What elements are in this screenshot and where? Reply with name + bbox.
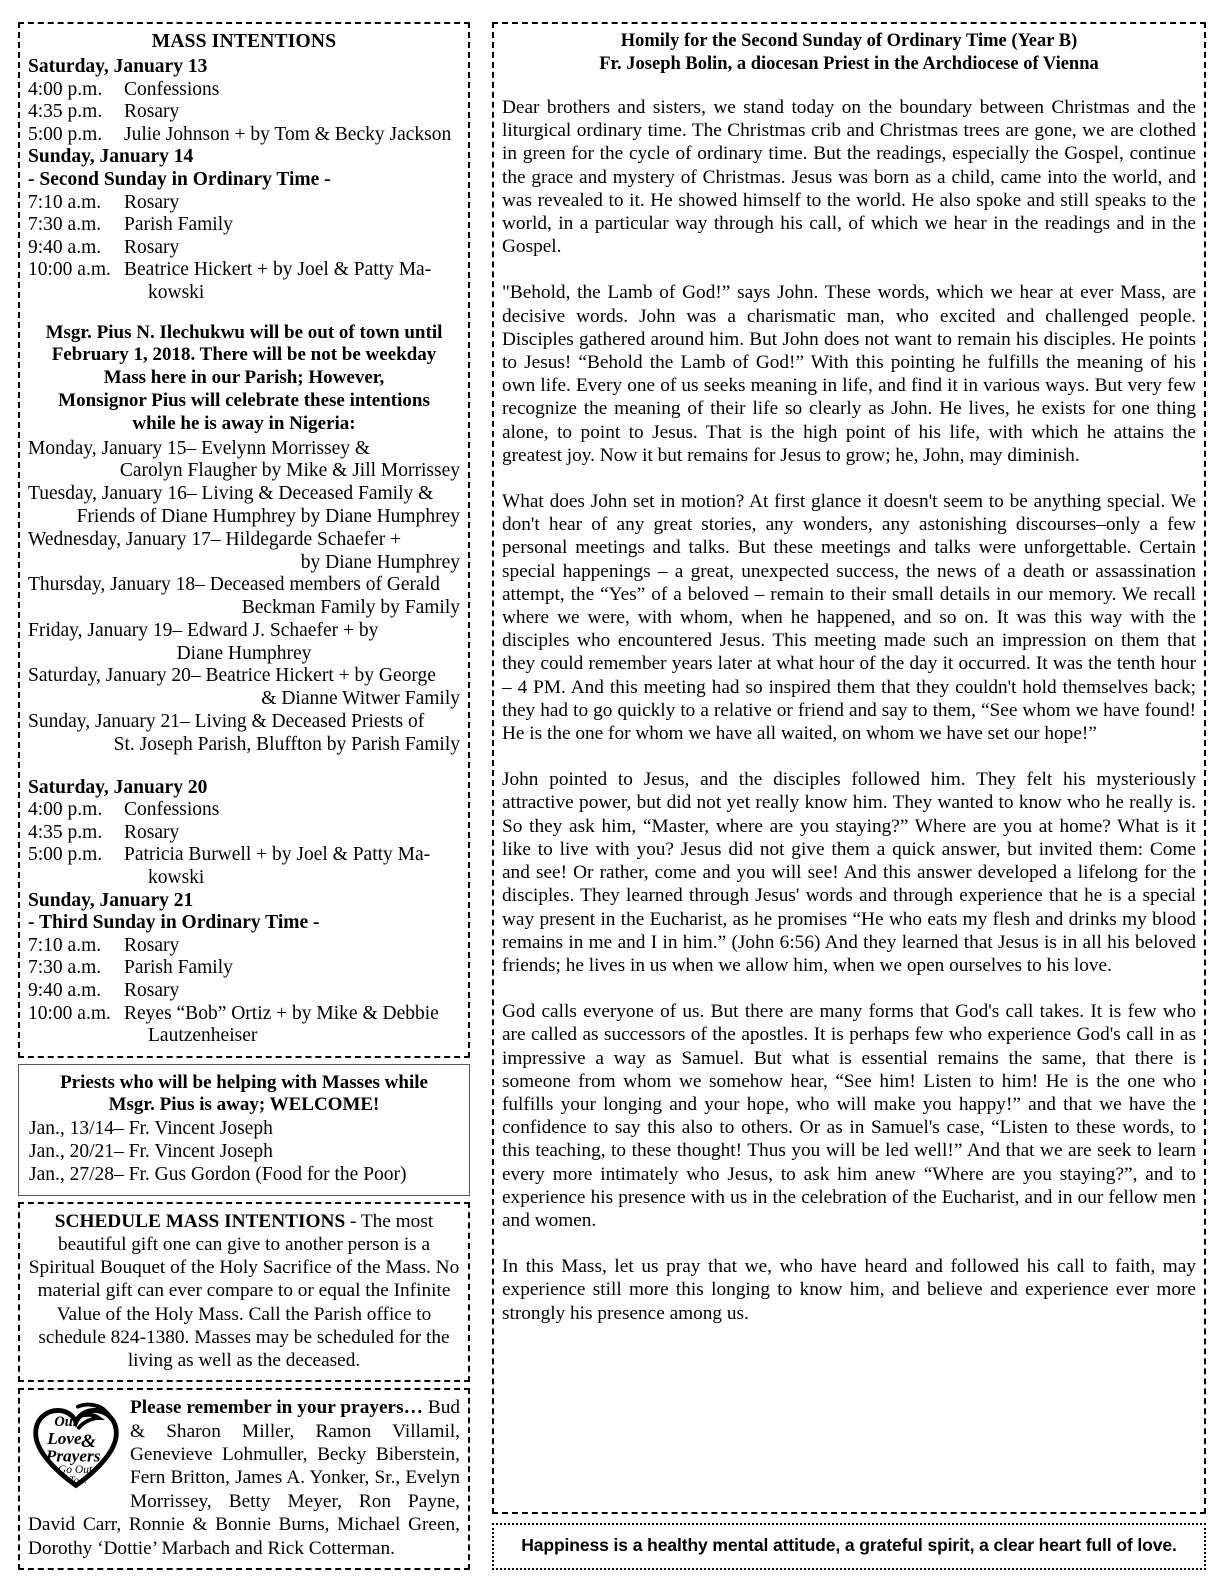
- visiting-priest-entry: Jan., 13/14– Fr. Vincent Joseph: [29, 1117, 273, 1139]
- schedule-body-text: - The most beautiful gift one can give to another person is a Spiritual Bouquet of the Holy Sacrifice of the Mass. No material gift can ever compare to or equal the Infinite Value of the Holy Mass. Call the Parish office to schedule 824-1380. Masses may be scheduled for the living as well as the deceased.: [28, 1210, 460, 1371]
- homily-paragraph: God calls everyone of us. But there are many forms that God's call takes. It is few who are called as successors of the apostles. It is perhaps few who experience God's call in as impressive a way as Samuel. But what is essential remains the same, that there is someone from whom we somehow hear, “See him! Listen to him! He is the one who fulfills your longing and your hope, who will make you happy!” and that we have the confidence to say this also to others. Or as in Samuel's case, “Listen to these words, to this teaching, to these thought! Thus you will be led well!” And that we are seek to learn every more intimately who Jesus, to ask him anew “Where are you staying?”, and to experience his presence with us in the celebration of the Eucharist, and in our fellow men and women.: [502, 1001, 1196, 1231]
- column-gap: [470, 22, 492, 1570]
- mass-time: 4:35 p.m.: [28, 821, 103, 843]
- weekday-intention-line: Saturday, January 20– Beatrice Hickert + by George: [28, 665, 436, 687]
- mass-line: [28, 980, 460, 1003]
- mass-line: [28, 124, 460, 147]
- day-heading-saturday-jan20: Saturday, January 20: [28, 776, 208, 798]
- homily-box: [492, 22, 1206, 1514]
- mass-line: [28, 237, 460, 260]
- weekday-intention-line: Monday, January 15– Evelynn Morrissey &: [28, 437, 371, 459]
- mass-text-continuation: Lautzenheiser: [148, 1025, 258, 1047]
- visiting-priests-heading-line2: Msgr. Pius is away; WELCOME!: [108, 1094, 380, 1116]
- day-subheading-second-sunday: - Second Sunday in Ordinary Time -: [28, 168, 331, 190]
- mass-text: Rosary: [124, 236, 180, 258]
- homily-paragraph: What does John set in motion? At first glance it doesn't seem to be anything special. We don't hear of any great stories, any wonders, any astonishing discourses–only a few personal meetings and talks. But these meetings and talks were unforgettable. Certain special happenings – a great, unexpected success, the news of a death or assassination attempt, the “Yes” of a beloved – remain to their small details in our memory. We recall where we were, with whom, when he happened, and so on. It was this way with the disciples who encountered Jesus. This meeting made such an impression on them that they could remember years later at what hour of the day it occurred. It was the tenth hour – 4 PM. And this meeting had so inspired them that they couldn't hold themselves back; they had to go quickly to a relative or friend and say to them, “See whom we have found! He is the one for whom we have all waited, on whom we have set our hope!”: [502, 491, 1196, 745]
- mass-time: 9:40 a.m.: [28, 236, 102, 258]
- mass-line: [28, 935, 460, 958]
- mass-time: 4:35 p.m.: [28, 101, 103, 123]
- mass-line: [28, 957, 460, 980]
- love-and-prayers-heart-icon: [28, 1397, 124, 1493]
- logo-text-prayers: Prayers: [45, 1446, 101, 1466]
- mass-text-continuation: kowski: [148, 867, 205, 889]
- weekday-intention-line: Friends of Diane Humphrey by Diane Humphrey: [76, 505, 460, 527]
- mass-time: 5:00 p.m.: [28, 123, 103, 145]
- weekday-intention-line: by Diane Humphrey: [300, 551, 460, 573]
- notice-line: Monsignor Pius will celebrate these intentions: [58, 389, 430, 411]
- mass-line: [28, 101, 460, 124]
- homily-author-line: Fr. Joseph Bolin, a diocesan Priest in the Archdiocese of Vienna: [599, 54, 1099, 74]
- mass-text: Rosary: [124, 980, 180, 1002]
- weekday-intention-line: & Dianne Witwer Family: [261, 688, 460, 710]
- weekday-intention-line: Sunday, January 21– Living & Deceased Priests of: [28, 711, 425, 733]
- mass-text: Confessions: [124, 799, 220, 821]
- mass-text: Confessions: [124, 78, 220, 100]
- right-column: [492, 22, 1206, 1570]
- section-spacer: [28, 757, 460, 777]
- mass-line: [28, 799, 460, 822]
- prayer-names-list: Bud & Sharon Miller, Ramon Villamil, Genevieve Lohmuller, Becky Biberstein, Fern Britton, James A. Yonker, Sr., Evelyn Morrissey, Betty Meyer, Ron Payne, David Carr, Ronnie & Bonnie Burns, Michael Green, Dorothy ‘Dottie’ Marbach and Rick Cotterman.: [28, 1397, 460, 1559]
- day-heading-sunday-jan21: Sunday, January 21: [28, 889, 194, 911]
- mass-intentions-box: [18, 22, 470, 1058]
- mass-line: [28, 1003, 460, 1026]
- mass-intentions-title: MASS INTENTIONS: [151, 31, 337, 52]
- weekday-intention-line: Diane Humphrey: [176, 642, 312, 664]
- mass-line: [28, 192, 460, 215]
- mass-line: [28, 214, 460, 237]
- prayer-list-box: [18, 1388, 470, 1570]
- mass-time: 10:00 a.m.: [28, 259, 111, 281]
- logo-text-go-out: Go Out: [57, 1464, 93, 1477]
- homily-paragraph: "Behold, the Lamb of God!” says John. These words, which we hear at ever Mass, are decisive words. John was a charismatic man, who excited and challenged people. Disciples gathered around him. But John does not want to remain his disciples. He points to Jesus! “Behold the Lamb of God!” With this pointing he fulfills the meaning of his own life. Every one of us seeks meaning in life, and find it in various ways. But very few recognize the meaning of their life so clearly as John. He lives, he exists for one thing alone, to point to Jesus. That is the high point of his life, with which he attains the greatest joy. Now it but remains for Jesus to grow; he, John, may diminish.: [502, 282, 1196, 466]
- mass-line: [28, 822, 460, 845]
- mass-time: 7:10 a.m.: [28, 191, 102, 213]
- mass-text: Julie Johnson + by Tom & Becky Jackson: [124, 123, 452, 145]
- mass-time: 10:00 a.m.: [28, 1002, 111, 1024]
- homily-paragraph: In this Mass, let us pray that we, who have heard and followed his call to faith, may experience still more this longing to know him, and believe and experience ever more strongly his presence among us.: [502, 1256, 1196, 1324]
- day-heading-sunday-jan14: Sunday, January 14: [28, 146, 194, 168]
- mass-time: 5:00 p.m.: [28, 844, 103, 866]
- mass-text: Reyes “Bob” Ortiz + by Mike & Debbie: [124, 1002, 439, 1024]
- homily-header: [502, 30, 1196, 76]
- mass-text: Beatrice Hickert + by Joel & Patty Ma-: [124, 259, 432, 281]
- weekday-intention-line: Friday, January 19– Edward J. Schaefer + by: [28, 619, 379, 641]
- weekday-intention-line: St. Joseph Parish, Bluffton by Parish Family: [113, 733, 460, 755]
- notice-line: while he is away in Nigeria:: [132, 412, 356, 434]
- mass-text: Parish Family: [124, 214, 233, 236]
- footer-quote-box: [492, 1523, 1206, 1570]
- mass-text: Rosary: [124, 934, 180, 956]
- pastor-absence-notice: [28, 322, 460, 436]
- visiting-priests-heading-line1: Priests who will be helping with Masses while: [60, 1071, 428, 1093]
- weekday-intention-line: Thursday, January 18– Deceased members of Gerald: [28, 574, 440, 596]
- homily-title-line1: Homily for the Second Sunday of Ordinary Time (Year B): [620, 31, 1078, 51]
- day-subheading-third-sunday: - Third Sunday in Ordinary Time -: [28, 912, 320, 934]
- logo-text-our: Our: [54, 1413, 79, 1430]
- notice-line: Mass here in our Parish; However,: [103, 367, 385, 389]
- mass-text: Patricia Burwell + by Joel & Patty Ma-: [124, 844, 431, 866]
- mass-time: 7:30 a.m.: [28, 957, 102, 979]
- day-heading-saturday-jan13: Saturday, January 13: [28, 56, 208, 77]
- visiting-priests-box: [18, 1064, 470, 1196]
- weekday-intention-line: Beckman Family by Family: [241, 597, 460, 619]
- mass-time: 4:00 p.m.: [28, 799, 103, 821]
- schedule-mass-intentions-text: [28, 1210, 460, 1372]
- mass-text-continuation: kowski: [148, 281, 205, 303]
- mass-text: Rosary: [124, 191, 180, 213]
- schedule-lead-label: SCHEDULE MASS INTENTIONS: [54, 1210, 346, 1232]
- logo-text-ampersand: &: [81, 1431, 96, 1453]
- mass-text: Rosary: [124, 101, 180, 123]
- mass-time: 7:30 a.m.: [28, 214, 102, 236]
- mass-time: 7:10 a.m.: [28, 934, 102, 956]
- notice-line: Msgr. Pius N. Ilechukwu will be out of town until: [45, 321, 443, 343]
- visiting-priest-entry: Jan., 27/28– Fr. Gus Gordon (Food for the Poor): [29, 1163, 407, 1185]
- homily-body: [502, 96, 1196, 1325]
- mass-line: [28, 259, 460, 282]
- left-column: [18, 22, 470, 1570]
- mass-text: Parish Family: [124, 957, 233, 979]
- mass-time: 9:40 a.m.: [28, 980, 102, 1002]
- prayer-lead-label: Please remember in your prayers…: [130, 1397, 423, 1419]
- visiting-priest-entry: Jan., 20/21– Fr. Vincent Joseph: [29, 1140, 273, 1162]
- mass-line: [28, 844, 460, 867]
- weekday-intention-line: Wednesday, January 17– Hildegarde Schaefer +: [28, 528, 402, 550]
- footer-quote-text: Happiness is a healthy mental attitude, a grateful spirit, a clear heart full of love.: [521, 1535, 1177, 1555]
- mass-text: Rosary: [124, 821, 180, 843]
- weekday-intention-line: Tuesday, January 16– Living & Deceased Family &: [28, 483, 434, 505]
- schedule-mass-intentions-box: [18, 1202, 470, 1382]
- homily-paragraph: John pointed to Jesus, and the disciples followed him. They felt his mysteriously attractive power, but did not yet really know him. They wanted to know who he really is. So they ask him, “Master, where are you staying?” Where are you at home? What is it like to live with you? Jesus did not give them a quick answer, but invited them: Come and see! Or rather, come and you will see! And this answer developed a lifelong for the disciples. They learned through Jesus' words and through experience that he is a special way present in the Eucharist, as he promises “He who eats my flesh and drinks my blood remains in me and I in him.” (John 6:56) And they learned that Jesus is in all his beloved friends; he lives in us when we allow him, when we open ourselves to his love.: [502, 769, 1196, 976]
- notice-line: February 1, 2018. There will be not be weekday: [51, 344, 437, 366]
- logo-text-to: To...: [68, 1475, 87, 1487]
- logo-text-love: Love: [47, 1429, 82, 1449]
- homily-paragraph: Dear brothers and sisters, we stand today on the boundary between Christmas and the liturgical ordinary time. The Christmas crib and Christmas trees are gone, we are clothed in green for the cycle of ordinary time. But the readings, especially the Gospel, continue the grace and mystery of Christmas. Jesus was born as a child, came into the world, and was revealed to it. He showed himself to the world. He also spoke and still speaks to the world, in a particular way through his call, of which we hear in the readings and in the Gospel.: [502, 97, 1196, 258]
- mass-time: 4:00 p.m.: [28, 78, 103, 100]
- weekday-intention-line: Carolyn Flaugher by Mike & Jill Morrissey: [119, 460, 460, 482]
- mass-line: [28, 79, 460, 102]
